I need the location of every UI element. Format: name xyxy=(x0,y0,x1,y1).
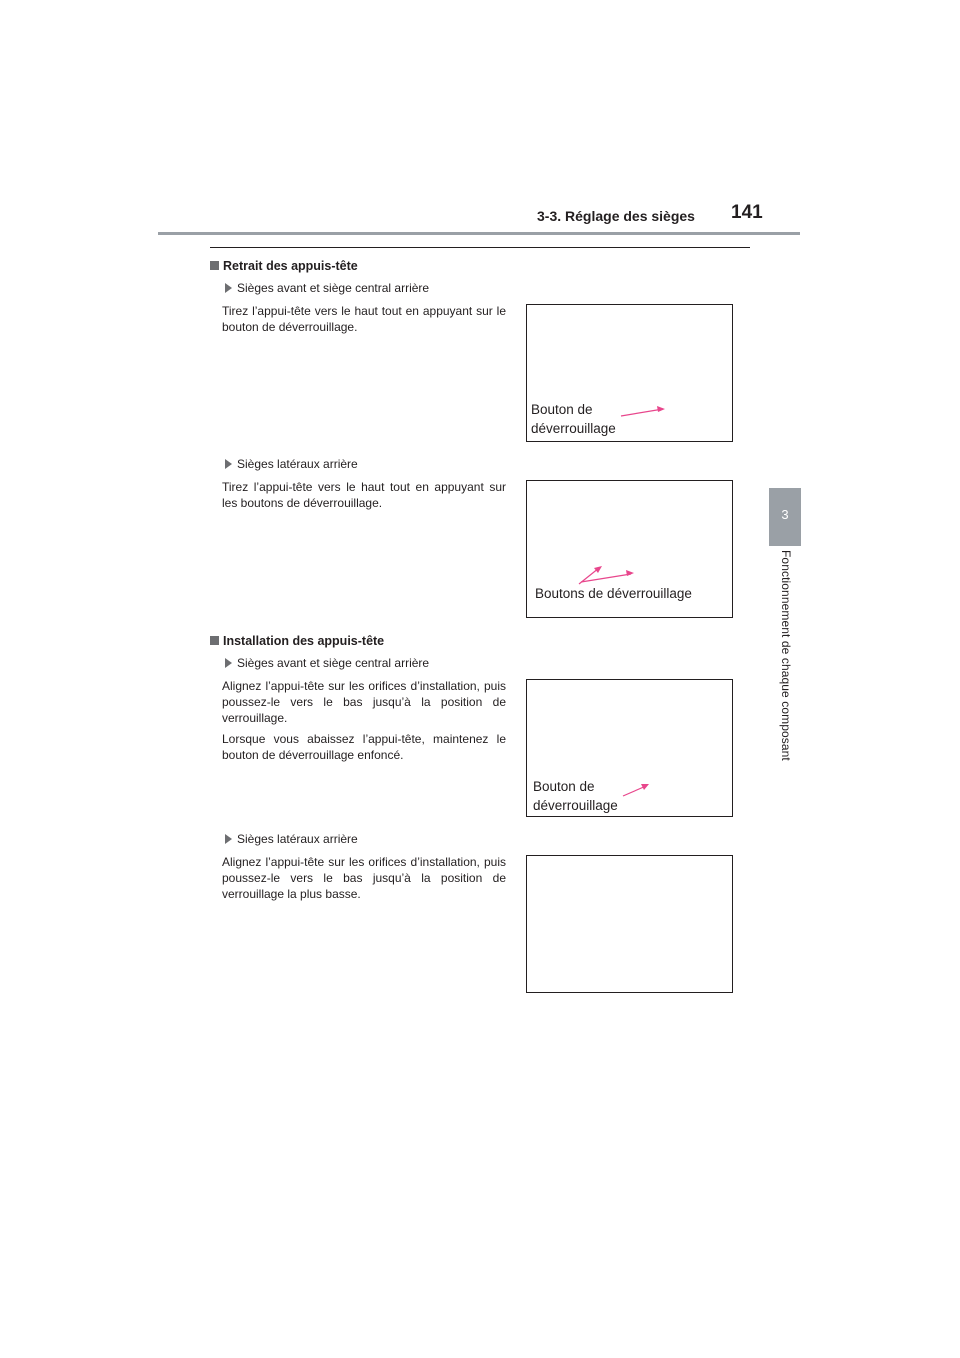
subheading-text: Sièges latéraux arrière xyxy=(237,457,358,471)
square-bullet-icon xyxy=(210,636,219,645)
page-number: 141 xyxy=(731,202,763,223)
section-heading-text: Installation des appuis-tête xyxy=(223,634,385,648)
section-title: 3-3. Réglage des sièges xyxy=(537,208,695,224)
subheading-rear-side-seats xyxy=(225,457,358,471)
callout-arrow-icon xyxy=(527,680,732,816)
triangle-bullet-icon xyxy=(225,658,232,668)
triangle-bullet-icon xyxy=(225,834,232,844)
instruction-paragraph: Alignez l’appui-tête sur les orifices d’installation, puis poussez-le vers le bas jusqu’à la position de verrouillage. xyxy=(222,679,506,725)
instruction-paragraph: Lorsque vous abaissez l’appui-tête, maintenez le bouton de déverrouillage enfoncé. xyxy=(222,732,506,762)
section-heading-removal xyxy=(210,259,358,273)
callout-line: Bouton de xyxy=(533,779,595,794)
callout-line: Boutons de déverrouillage xyxy=(535,586,692,601)
callout-line: Bouton de xyxy=(531,402,593,417)
triangle-bullet-icon xyxy=(225,283,232,293)
subheading-text: Sièges avant et siège central arrière xyxy=(237,656,430,670)
subheading-rear-side-seats xyxy=(225,832,358,846)
chapter-label: Fonctionnement de chaque composant xyxy=(779,550,793,761)
square-bullet-icon xyxy=(210,261,219,270)
section-heading-text: Retrait des appuis-tête xyxy=(223,259,358,273)
illustration-rear-headrest-removal xyxy=(526,480,733,618)
subheading-front-seats xyxy=(225,281,429,295)
instruction-paragraph: Tirez l’appui-tête vers le haut tout en appuyant sur les boutons de déverrouillage. xyxy=(222,480,506,510)
instruction-paragraph: Tirez l’appui-tête vers le haut tout en appuyant sur le bouton de déverrouillage. xyxy=(222,304,506,334)
subheading-front-seats xyxy=(225,656,429,670)
illustration-front-headrest-removal xyxy=(526,304,733,442)
illustration-front-headrest-installation xyxy=(526,679,733,817)
callout-arrows-icon xyxy=(527,481,732,617)
header-divider xyxy=(158,232,800,235)
chapter-number: 3 xyxy=(781,507,789,522)
callout-line: déverrouillage xyxy=(533,798,618,813)
subheading-text: Sièges latéraux arrière xyxy=(237,832,358,846)
callout-arrow-icon xyxy=(527,305,732,441)
callout-line: déverrouillage xyxy=(531,421,616,436)
subheading-text: Sièges avant et siège central arrière xyxy=(237,281,430,295)
instruction-paragraph: Alignez l’appui-tête sur les orifices d’installation, puis poussez-le vers le bas jusqu’à la position de verrouillage la plus basse. xyxy=(222,855,506,901)
triangle-bullet-icon xyxy=(225,459,232,469)
section-heading-installation xyxy=(210,634,384,648)
chapter-tab[interactable] xyxy=(769,488,801,546)
illustration-rear-headrest-installation xyxy=(526,855,733,993)
content-divider xyxy=(210,247,750,248)
